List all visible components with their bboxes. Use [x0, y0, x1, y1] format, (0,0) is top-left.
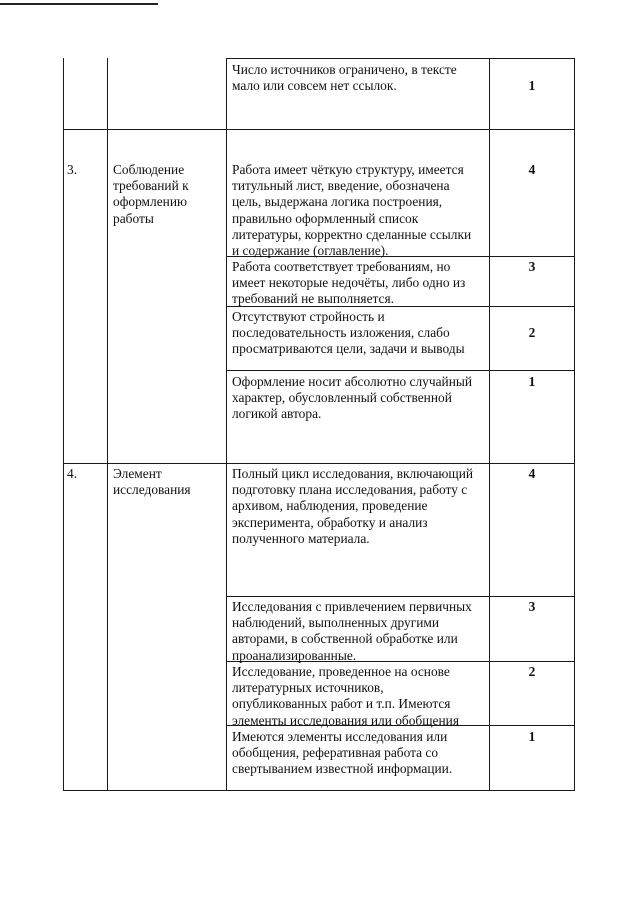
criterion-description: Полный цикл исследования, включающий подготовку плана исследования, работу с архивом, наблюдения, проведение эксперимента, обработку и анализ полученного материала. — [232, 466, 474, 546]
table-border-right — [574, 58, 575, 791]
score-value: 1 — [528, 374, 536, 389]
section-number: 4. — [67, 466, 78, 481]
row-separator — [226, 596, 575, 597]
row-separator — [226, 370, 575, 371]
criterion-description: Работа имеет чёткую структуру, имеется титульный лист, введение, обозначена цель, выдержана логика построения, правильно оформленный список литературы, корректно сделанные ссылки и содержание (оглавление). — [232, 162, 472, 259]
criterion-label: Элемент исследования — [113, 466, 191, 498]
criterion-description: Число источников ограничено, в тексте мало или совсем нет ссылок. — [232, 62, 457, 94]
criterion-description: Имеются элементы исследования или обобщения, реферативная работа со свертыванием известной информации. — [232, 729, 453, 777]
table-col-divider — [226, 58, 227, 791]
criterion-description: Исследования с привлечением первичных наблюдений, выполненных другими авторами, в собственной обработке или проанализированные. — [232, 599, 472, 663]
criterion-description: Отсутствуют стройность и последовательность изложения, слабо просматриваются цели, задачи и выводы — [232, 309, 465, 357]
score-value: 1 — [528, 729, 536, 744]
score-value: 2 — [528, 664, 536, 679]
criterion-description: Исследование, проведенное на основе литературных источников, опубликованных работ и т.п. Имеются элементы исследования или обобщения — [232, 664, 459, 728]
score-value: 1 — [528, 78, 536, 93]
table-border-left — [63, 58, 64, 791]
score-value: 3 — [528, 599, 536, 614]
section-separator — [63, 129, 575, 130]
criterion-description: Оформление носит абсолютно случайный характер, обусловленный собственной логикой автора. — [232, 374, 473, 422]
table-col-divider — [489, 58, 490, 791]
section-separator — [63, 463, 575, 464]
table-col-divider — [107, 58, 108, 791]
score-value: 3 — [528, 259, 536, 274]
score-value: 4 — [528, 466, 536, 481]
table-top-edge — [226, 58, 575, 59]
section-number: 3. — [67, 162, 78, 177]
score-value: 4 — [528, 162, 536, 177]
criterion-description: Работа соответствует требованиям, но имеет некоторые недочёты, либо одно из требований не выполняется. — [232, 259, 466, 307]
score-value: 2 — [528, 325, 536, 340]
table-border-bottom — [63, 790, 575, 791]
criterion-label: Соблюдение требований к оформлению работы — [113, 162, 189, 226]
